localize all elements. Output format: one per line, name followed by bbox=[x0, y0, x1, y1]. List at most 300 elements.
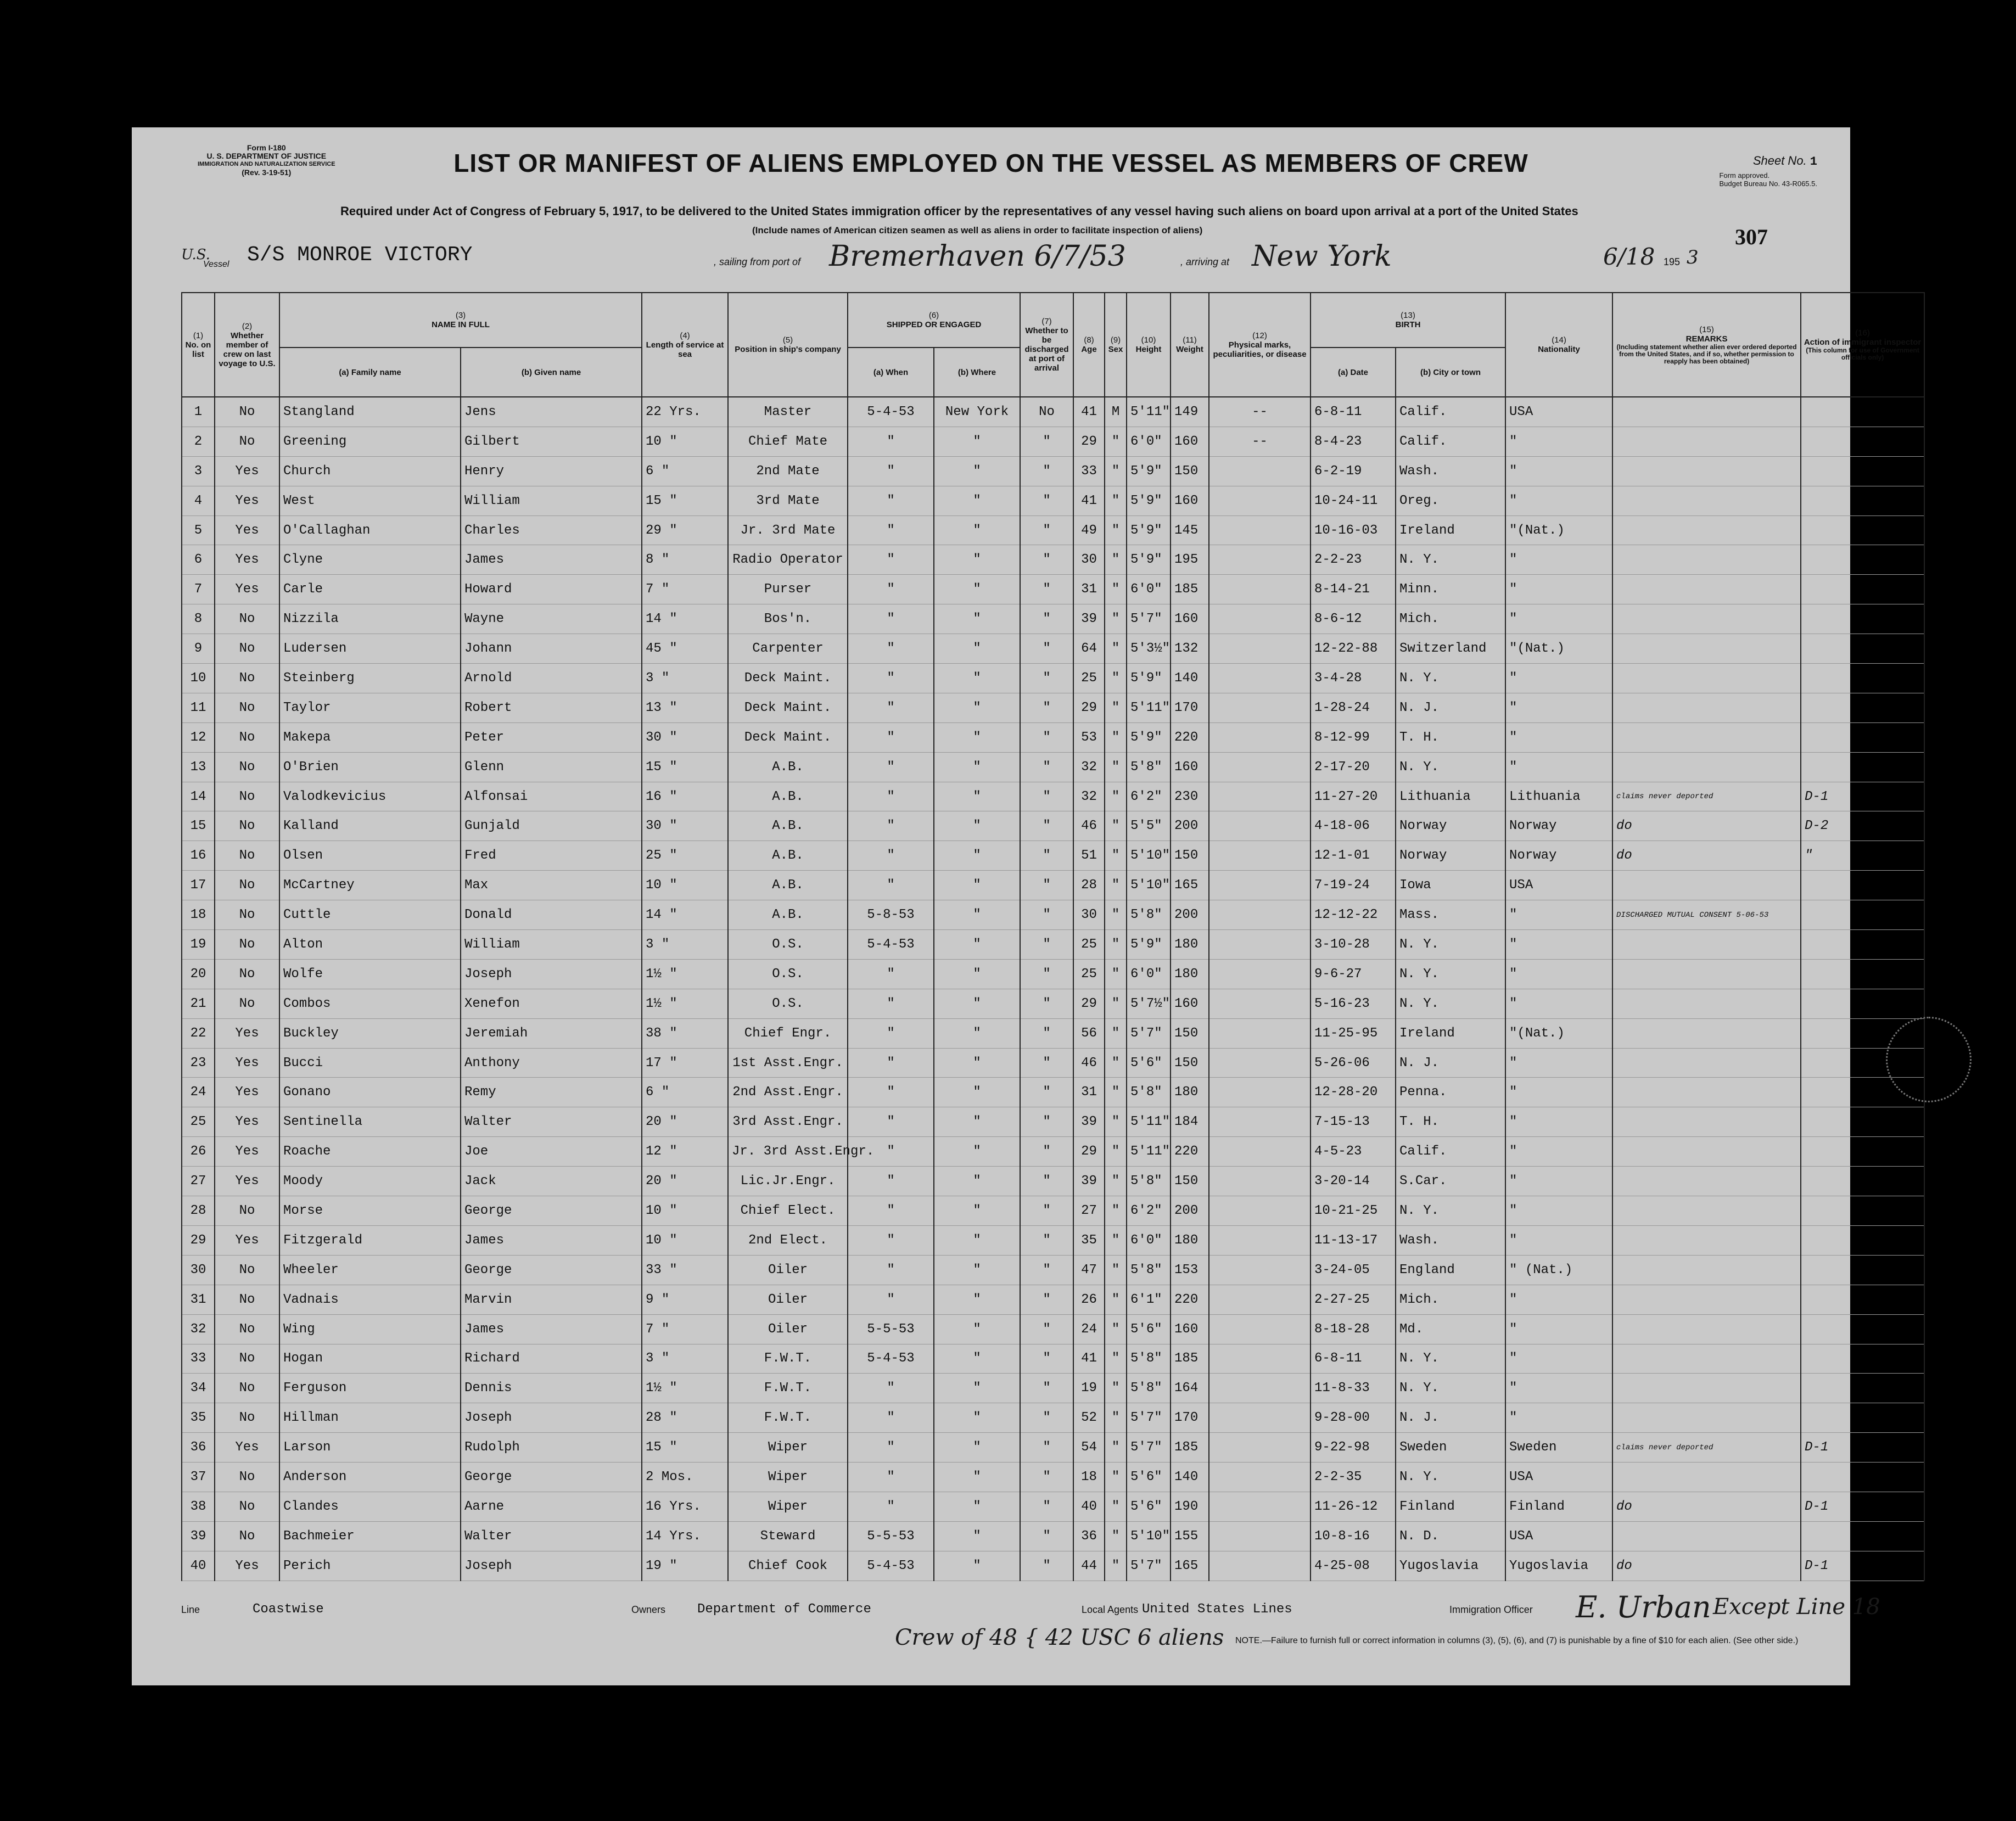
physical-marks-cell bbox=[1209, 1078, 1311, 1107]
shipped-where-cell: " bbox=[934, 456, 1020, 486]
member-last-voyage-cell: Yes bbox=[215, 486, 279, 516]
length-of-service-cell: 7 " bbox=[642, 575, 728, 604]
weight-cell: 149 bbox=[1171, 397, 1209, 427]
nationality-cell: " bbox=[1505, 752, 1612, 782]
inspector-action-cell bbox=[1801, 1167, 1924, 1196]
birth-city-cell: Penna. bbox=[1396, 1078, 1505, 1107]
nationality-cell: " bbox=[1505, 664, 1612, 693]
physical-marks-cell bbox=[1209, 1551, 1311, 1581]
col-list-no: (1) No. on list bbox=[182, 293, 215, 397]
remarks-cell bbox=[1612, 959, 1801, 989]
shipped-when-cell: " bbox=[848, 634, 934, 664]
discharged-cell: " bbox=[1020, 930, 1073, 960]
member-last-voyage-cell: No bbox=[215, 782, 279, 811]
shipped-when-cell: " bbox=[848, 1107, 934, 1137]
shipped-when-cell: " bbox=[848, 604, 934, 634]
shipped-where-cell: " bbox=[934, 1255, 1020, 1285]
col-position: (5) Position in ship's company bbox=[728, 293, 848, 397]
nationality-cell: " bbox=[1505, 1314, 1612, 1344]
discharged-cell: " bbox=[1020, 1078, 1073, 1107]
position-cell: Oiler bbox=[728, 1255, 848, 1285]
member-last-voyage-cell: Yes bbox=[215, 1433, 279, 1463]
position-cell: Chief Engr. bbox=[728, 1018, 848, 1048]
family-name-cell: Wolfe bbox=[279, 959, 461, 989]
member-last-voyage-cell: Yes bbox=[215, 456, 279, 486]
officer-label: Immigration Officer bbox=[1449, 1604, 1533, 1615]
given-name-cell: Aarne bbox=[461, 1492, 642, 1521]
inspector-action-cell bbox=[1801, 664, 1924, 693]
birth-date-cell: 12-1-01 bbox=[1311, 841, 1396, 871]
position-cell: Chief Mate bbox=[728, 427, 848, 456]
member-last-voyage-cell: No bbox=[215, 1255, 279, 1285]
row-number-cell: 13 bbox=[182, 752, 215, 782]
member-last-voyage-cell: No bbox=[215, 664, 279, 693]
col-length-service: (4) Length of service at sea bbox=[642, 293, 728, 397]
position-cell: O.S. bbox=[728, 930, 848, 960]
table-row bbox=[182, 1344, 1924, 1374]
remarks-cell bbox=[1612, 1463, 1801, 1492]
sex-cell: " bbox=[1105, 900, 1127, 930]
position-cell: Chief Elect. bbox=[728, 1196, 848, 1226]
age-cell: 28 bbox=[1073, 871, 1105, 900]
row-number-cell: 12 bbox=[182, 722, 215, 752]
age-cell: 18 bbox=[1073, 1463, 1105, 1492]
sex-cell: " bbox=[1105, 752, 1127, 782]
given-name-cell: Joseph bbox=[461, 959, 642, 989]
inspector-action-cell bbox=[1801, 456, 1924, 486]
family-name-cell: Buckley bbox=[279, 1018, 461, 1048]
row-number-cell: 7 bbox=[182, 575, 215, 604]
family-name-cell: Cuttle bbox=[279, 900, 461, 930]
nationality-cell: USA bbox=[1505, 397, 1612, 427]
officer-note: Except Line 18 bbox=[1713, 1594, 1880, 1620]
remarks-cell bbox=[1612, 1078, 1801, 1107]
table-row bbox=[182, 1551, 1924, 1581]
height-cell: 5'3½" bbox=[1127, 634, 1171, 664]
birth-date-cell: 10-8-16 bbox=[1311, 1521, 1396, 1551]
given-name-cell: George bbox=[461, 1255, 642, 1285]
age-cell: 54 bbox=[1073, 1433, 1105, 1463]
table-row bbox=[182, 545, 1924, 575]
birth-date-cell: 2-2-23 bbox=[1311, 545, 1396, 575]
row-number-cell: 18 bbox=[182, 900, 215, 930]
shipped-where-cell: " bbox=[934, 693, 1020, 722]
member-last-voyage-cell: No bbox=[215, 1196, 279, 1226]
row-number-cell: 28 bbox=[182, 1196, 215, 1226]
birth-city-cell: N. Y. bbox=[1396, 752, 1505, 782]
col-height: (10) Height bbox=[1127, 293, 1171, 397]
remarks-cell bbox=[1612, 634, 1801, 664]
length-of-service-cell: 38 " bbox=[642, 1018, 728, 1048]
table-row bbox=[182, 1403, 1924, 1433]
table-row bbox=[182, 1078, 1924, 1107]
given-name-cell: Howard bbox=[461, 575, 642, 604]
shipped-where-cell: " bbox=[934, 1492, 1020, 1521]
inspector-action-cell bbox=[1801, 930, 1924, 960]
table-row bbox=[182, 1314, 1924, 1344]
shipped-where-cell: " bbox=[934, 1521, 1020, 1551]
shipped-where-cell: " bbox=[934, 989, 1020, 1018]
col-remarks: (15) REMARKS (Including statement whether alien ever ordered deported from the United States, and if so, whether permission to reapply has been obtained) bbox=[1612, 293, 1801, 397]
position-cell: Radio Operator bbox=[728, 545, 848, 575]
height-cell: 5'10" bbox=[1127, 841, 1171, 871]
given-name-cell: Donald bbox=[461, 900, 642, 930]
remarks-cell bbox=[1612, 1314, 1801, 1344]
birth-date-cell: 9-28-00 bbox=[1311, 1403, 1396, 1433]
age-cell: 35 bbox=[1073, 1225, 1105, 1255]
birth-city-cell: N. D. bbox=[1396, 1521, 1505, 1551]
physical-marks-cell bbox=[1209, 1255, 1311, 1285]
remarks-cell bbox=[1612, 1225, 1801, 1255]
row-number-cell: 30 bbox=[182, 1255, 215, 1285]
shipped-when-cell: " bbox=[848, 989, 934, 1018]
height-cell: 5'10" bbox=[1127, 871, 1171, 900]
birth-date-cell: 9-6-27 bbox=[1311, 959, 1396, 989]
length-of-service-cell: 16 " bbox=[642, 782, 728, 811]
row-number-cell: 40 bbox=[182, 1551, 215, 1581]
shipped-where-cell: " bbox=[934, 841, 1020, 871]
table-row bbox=[182, 1107, 1924, 1137]
position-cell: A.B. bbox=[728, 811, 848, 841]
age-cell: 25 bbox=[1073, 959, 1105, 989]
length-of-service-cell: 17 " bbox=[642, 1048, 728, 1078]
weight-cell: 150 bbox=[1171, 1048, 1209, 1078]
discharged-cell: " bbox=[1020, 1314, 1073, 1344]
family-name-cell: Morse bbox=[279, 1196, 461, 1226]
length-of-service-cell: 30 " bbox=[642, 722, 728, 752]
port-from: Bremerhaven 6/7/53 bbox=[829, 240, 1126, 273]
birth-city-cell: Calif. bbox=[1396, 427, 1505, 456]
height-cell: 6'0" bbox=[1127, 427, 1171, 456]
shipped-when-cell: " bbox=[848, 1374, 934, 1403]
height-cell: 6'2" bbox=[1127, 1196, 1171, 1226]
row-number-cell: 15 bbox=[182, 811, 215, 841]
table-row bbox=[182, 575, 1924, 604]
sex-cell: " bbox=[1105, 871, 1127, 900]
height-cell: 5'7" bbox=[1127, 1018, 1171, 1048]
member-last-voyage-cell: Yes bbox=[215, 1078, 279, 1107]
sex-cell: " bbox=[1105, 693, 1127, 722]
birth-city-cell: N. J. bbox=[1396, 1403, 1505, 1433]
table-row bbox=[182, 959, 1924, 989]
discharged-cell: " bbox=[1020, 1492, 1073, 1521]
member-last-voyage-cell: No bbox=[215, 1344, 279, 1374]
discharged-cell: " bbox=[1020, 1433, 1073, 1463]
sex-cell: " bbox=[1105, 575, 1127, 604]
shipped-when-cell: " bbox=[848, 1433, 934, 1463]
birth-city-cell: Norway bbox=[1396, 811, 1505, 841]
weight-cell: 200 bbox=[1171, 1196, 1209, 1226]
height-cell: 5'8" bbox=[1127, 1255, 1171, 1285]
table-row bbox=[182, 871, 1924, 900]
remarks-cell: do bbox=[1612, 841, 1801, 871]
physical-marks-cell: -- bbox=[1209, 427, 1311, 456]
shipped-where-cell: " bbox=[934, 1285, 1020, 1314]
col-sex: (9) Sex bbox=[1105, 293, 1127, 397]
shipped-where-cell: " bbox=[934, 871, 1020, 900]
birth-date-cell: 6-8-11 bbox=[1311, 1344, 1396, 1374]
shipped-when-cell: " bbox=[848, 1048, 934, 1078]
physical-marks-cell bbox=[1209, 841, 1311, 871]
sex-cell: " bbox=[1105, 1374, 1127, 1403]
weight-cell: 195 bbox=[1171, 545, 1209, 575]
height-cell: 5'8" bbox=[1127, 1374, 1171, 1403]
table-row bbox=[182, 1285, 1924, 1314]
discharged-cell: " bbox=[1020, 1521, 1073, 1551]
table-row bbox=[182, 634, 1924, 664]
shipped-when-cell: " bbox=[848, 693, 934, 722]
family-name-cell: Carle bbox=[279, 575, 461, 604]
inspector-action-cell bbox=[1801, 1403, 1924, 1433]
remarks-cell bbox=[1612, 1196, 1801, 1226]
member-last-voyage-cell: No bbox=[215, 634, 279, 664]
table-row bbox=[182, 1137, 1924, 1167]
nationality-cell: " bbox=[1505, 1403, 1612, 1433]
member-last-voyage-cell: Yes bbox=[215, 1551, 279, 1581]
member-last-voyage-cell: No bbox=[215, 871, 279, 900]
inspector-action-cell bbox=[1801, 545, 1924, 575]
col-birth-city: (b) City or town bbox=[1396, 348, 1505, 397]
family-name-cell: Bucci bbox=[279, 1048, 461, 1078]
given-name-cell: Walter bbox=[461, 1521, 642, 1551]
age-cell: 29 bbox=[1073, 1137, 1105, 1167]
birth-city-cell: Mich. bbox=[1396, 604, 1505, 634]
shipped-when-cell: " bbox=[848, 752, 934, 782]
physical-marks-cell bbox=[1209, 545, 1311, 575]
given-name-cell: George bbox=[461, 1196, 642, 1226]
position-cell: O.S. bbox=[728, 989, 848, 1018]
member-last-voyage-cell: Yes bbox=[215, 545, 279, 575]
remarks-cell bbox=[1612, 545, 1801, 575]
height-cell: 6'2" bbox=[1127, 782, 1171, 811]
birth-date-cell: 3-24-05 bbox=[1311, 1255, 1396, 1285]
shipped-where-cell: " bbox=[934, 811, 1020, 841]
length-of-service-cell: 9 " bbox=[642, 1285, 728, 1314]
height-cell: 5'8" bbox=[1127, 1078, 1171, 1107]
length-of-service-cell: 15 " bbox=[642, 486, 728, 516]
family-name-cell: Nizzila bbox=[279, 604, 461, 634]
shipped-where-cell: " bbox=[934, 545, 1020, 575]
height-cell: 6'1" bbox=[1127, 1285, 1171, 1314]
weight-cell: 170 bbox=[1171, 1403, 1209, 1433]
family-name-cell: Moody bbox=[279, 1167, 461, 1196]
given-name-cell: William bbox=[461, 486, 642, 516]
discharged-cell: " bbox=[1020, 782, 1073, 811]
remarks-cell bbox=[1612, 1137, 1801, 1167]
sex-cell: " bbox=[1105, 516, 1127, 545]
given-name-cell: Joseph bbox=[461, 1403, 642, 1433]
height-cell: 5'7" bbox=[1127, 1433, 1171, 1463]
family-name-cell: Wheeler bbox=[279, 1255, 461, 1285]
sex-cell: " bbox=[1105, 1255, 1127, 1285]
shipped-where-cell: New York bbox=[934, 397, 1020, 427]
col-physical-marks: (12) Physical marks, peculiarities, or disease bbox=[1209, 293, 1311, 397]
nationality-cell: Sweden bbox=[1505, 1433, 1612, 1463]
birth-date-cell: 8-12-99 bbox=[1311, 722, 1396, 752]
table-row bbox=[182, 486, 1924, 516]
remarks-cell: do bbox=[1612, 1492, 1801, 1521]
given-name-cell: Dennis bbox=[461, 1374, 642, 1403]
member-last-voyage-cell: No bbox=[215, 959, 279, 989]
height-cell: 5'7" bbox=[1127, 1403, 1171, 1433]
age-cell: 29 bbox=[1073, 427, 1105, 456]
sex-cell: " bbox=[1105, 545, 1127, 575]
birth-city-cell: Switzerland bbox=[1396, 634, 1505, 664]
birth-city-cell: Lithuania bbox=[1396, 782, 1505, 811]
length-of-service-cell: 45 " bbox=[642, 634, 728, 664]
agency-service: IMMIGRATION AND NATURALIZATION SERVICE bbox=[198, 161, 335, 167]
sex-cell: " bbox=[1105, 930, 1127, 960]
age-cell: 25 bbox=[1073, 930, 1105, 960]
length-of-service-cell: 7 " bbox=[642, 1314, 728, 1344]
family-name-cell: Church bbox=[279, 456, 461, 486]
member-last-voyage-cell: Yes bbox=[215, 1018, 279, 1048]
col-family-name: (a) Family name bbox=[279, 348, 461, 397]
age-cell: 32 bbox=[1073, 752, 1105, 782]
given-name-cell: Gunjald bbox=[461, 811, 642, 841]
discharged-cell: " bbox=[1020, 752, 1073, 782]
inspector-action-cell bbox=[1801, 1374, 1924, 1403]
length-of-service-cell: 1½ " bbox=[642, 959, 728, 989]
height-cell: 5'6" bbox=[1127, 1048, 1171, 1078]
birth-date-cell: 8-4-23 bbox=[1311, 427, 1396, 456]
sheet-number bbox=[1753, 154, 1817, 169]
height-cell: 5'11" bbox=[1127, 1137, 1171, 1167]
weight-cell: 160 bbox=[1171, 752, 1209, 782]
shipped-where-cell: " bbox=[934, 1018, 1020, 1048]
discharged-cell: " bbox=[1020, 1137, 1073, 1167]
nationality-cell: "(Nat.) bbox=[1505, 1018, 1612, 1048]
nationality-cell: " bbox=[1505, 722, 1612, 752]
position-cell: Lic.Jr.Engr. bbox=[728, 1167, 848, 1196]
age-cell: 39 bbox=[1073, 1107, 1105, 1137]
remarks-cell bbox=[1612, 930, 1801, 960]
physical-marks-cell bbox=[1209, 1492, 1311, 1521]
col-where: (b) Where bbox=[934, 348, 1020, 397]
given-name-cell: Remy bbox=[461, 1078, 642, 1107]
weight-cell: 230 bbox=[1171, 782, 1209, 811]
family-name-cell: Stangland bbox=[279, 397, 461, 427]
row-number-cell: 27 bbox=[182, 1167, 215, 1196]
position-cell: Wiper bbox=[728, 1463, 848, 1492]
budget-bureau: Budget Bureau No. 43-R065.5. bbox=[1719, 180, 1817, 188]
inspector-action-cell bbox=[1801, 752, 1924, 782]
row-number-cell: 11 bbox=[182, 693, 215, 722]
remarks-cell bbox=[1612, 516, 1801, 545]
shipped-where-cell: " bbox=[934, 634, 1020, 664]
birth-date-cell: 7-15-13 bbox=[1311, 1107, 1396, 1137]
given-name-cell: Henry bbox=[461, 456, 642, 486]
shipped-when-cell: 5-4-53 bbox=[848, 397, 934, 427]
weight-cell: 160 bbox=[1171, 486, 1209, 516]
row-number-cell: 38 bbox=[182, 1492, 215, 1521]
row-number-cell: 19 bbox=[182, 930, 215, 960]
position-cell: 3rd Mate bbox=[728, 486, 848, 516]
length-of-service-cell: 6 " bbox=[642, 456, 728, 486]
shipped-when-cell: " bbox=[848, 959, 934, 989]
sex-cell: " bbox=[1105, 1433, 1127, 1463]
birth-date-cell: 8-6-12 bbox=[1311, 604, 1396, 634]
document-header bbox=[132, 127, 1850, 303]
remarks-cell: claims never deported bbox=[1612, 1433, 1801, 1463]
inspector-action-cell bbox=[1801, 1137, 1924, 1167]
table-row bbox=[182, 1048, 1924, 1078]
remarks-cell bbox=[1612, 1374, 1801, 1403]
birth-date-cell: 2-2-35 bbox=[1311, 1463, 1396, 1492]
birth-date-cell: 5-16-23 bbox=[1311, 989, 1396, 1018]
row-number-cell: 36 bbox=[182, 1433, 215, 1463]
nationality-cell: Norway bbox=[1505, 841, 1612, 871]
table-row bbox=[182, 693, 1924, 722]
weight-cell: 140 bbox=[1171, 1463, 1209, 1492]
arriving-label: , arriving at bbox=[1180, 256, 1230, 267]
shipped-when-cell: " bbox=[848, 1403, 934, 1433]
discharged-cell: " bbox=[1020, 604, 1073, 634]
weight-cell: 150 bbox=[1171, 456, 1209, 486]
birth-date-cell: 5-26-06 bbox=[1311, 1048, 1396, 1078]
age-cell: 19 bbox=[1073, 1374, 1105, 1403]
length-of-service-cell: 12 " bbox=[642, 1137, 728, 1167]
given-name-cell: Fred bbox=[461, 841, 642, 871]
inspector-action-cell: D-1 bbox=[1801, 1551, 1924, 1581]
remarks-cell bbox=[1612, 871, 1801, 900]
discharged-cell: " bbox=[1020, 575, 1073, 604]
position-cell: A.B. bbox=[728, 900, 848, 930]
nationality-cell: "(Nat.) bbox=[1505, 634, 1612, 664]
height-cell: 5'5" bbox=[1127, 811, 1171, 841]
row-number-cell: 25 bbox=[182, 1107, 215, 1137]
inspector-action-cell bbox=[1801, 722, 1924, 752]
row-number-cell: 16 bbox=[182, 841, 215, 871]
age-cell: 31 bbox=[1073, 575, 1105, 604]
family-name-cell: Sentinella bbox=[279, 1107, 461, 1137]
col-shipped-engaged: (6) SHIPPED OR ENGAGED bbox=[848, 293, 1020, 348]
physical-marks-cell bbox=[1209, 516, 1311, 545]
physical-marks-cell bbox=[1209, 1107, 1311, 1137]
height-cell: 5'9" bbox=[1127, 486, 1171, 516]
shipped-when-cell: " bbox=[848, 841, 934, 871]
inspector-action-cell bbox=[1801, 1285, 1924, 1314]
position-cell: Wiper bbox=[728, 1433, 848, 1463]
birth-city-cell: S.Car. bbox=[1396, 1167, 1505, 1196]
position-cell: Deck Maint. bbox=[728, 664, 848, 693]
discharged-cell: " bbox=[1020, 1196, 1073, 1226]
given-name-cell: Xenefon bbox=[461, 989, 642, 1018]
family-name-cell: Combos bbox=[279, 989, 461, 1018]
inspector-action-cell: D-2 bbox=[1801, 811, 1924, 841]
row-number-cell: 8 bbox=[182, 604, 215, 634]
length-of-service-cell: 30 " bbox=[642, 811, 728, 841]
sex-cell: " bbox=[1105, 664, 1127, 693]
shipped-where-cell: " bbox=[934, 782, 1020, 811]
physical-marks-cell bbox=[1209, 1521, 1311, 1551]
shipped-where-cell: " bbox=[934, 427, 1020, 456]
birth-date-cell: 8-14-21 bbox=[1311, 575, 1396, 604]
row-number-cell: 33 bbox=[182, 1344, 215, 1374]
nationality-cell: " bbox=[1505, 486, 1612, 516]
table-row bbox=[182, 604, 1924, 634]
sex-cell: " bbox=[1105, 722, 1127, 752]
length-of-service-cell: 2 Mos. bbox=[642, 1463, 728, 1492]
table-row bbox=[182, 1018, 1924, 1048]
given-name-cell: Walter bbox=[461, 1107, 642, 1137]
length-of-service-cell: 6 " bbox=[642, 1078, 728, 1107]
table-row bbox=[182, 900, 1924, 930]
shipped-where-cell: " bbox=[934, 1196, 1020, 1226]
physical-marks-cell bbox=[1209, 456, 1311, 486]
remarks-cell bbox=[1612, 693, 1801, 722]
table-row bbox=[182, 1374, 1924, 1403]
